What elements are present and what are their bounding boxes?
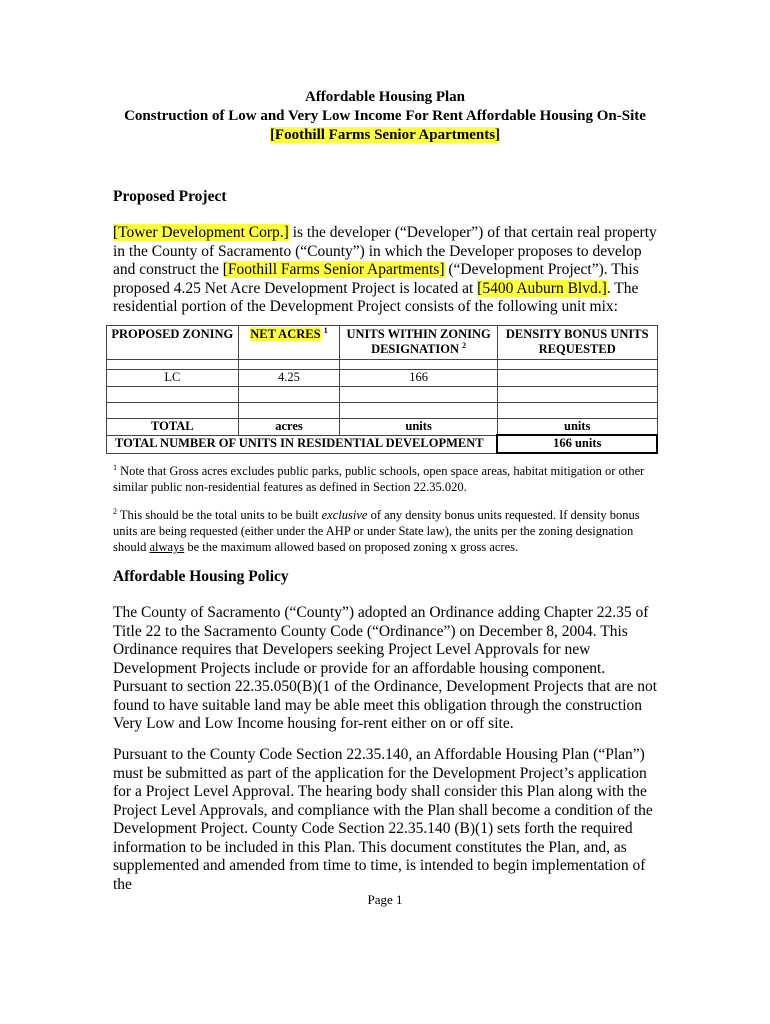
- table-row-empty: [107, 403, 658, 419]
- project-name-highlight: [Foothill Farms Senior Apartments]: [269, 127, 501, 143]
- footnote-1: [113, 463, 658, 495]
- header-units-label: UNITS WITHIN ZONING DESIGNATION: [346, 327, 491, 356]
- header-net-acres-label: NET ACRES: [250, 327, 321, 341]
- cell-net-acres: 4.25: [238, 370, 340, 387]
- proposed-project-heading: Proposed Project: [113, 188, 227, 205]
- footnote-ref-1: 1: [323, 325, 328, 335]
- header-proposed-zoning: PROPOSED ZONING: [107, 326, 239, 360]
- developer-name: [Tower Development Corp.]: [113, 224, 289, 241]
- header-density-bonus: DENSITY BONUS UNITS REQUESTED: [497, 326, 657, 360]
- project-name-inline: [Foothill Farms Senior Apartments]: [222, 261, 445, 278]
- project-address: [5400 Auburn Blvd.]: [477, 279, 607, 297]
- page-number: Page 1: [367, 892, 403, 907]
- proposed-text-1: is the developer (“Developer”) of that certain real property in the County of Sacramento (“County”) in which the Developer proposes to develop and construct the: [113, 224, 657, 278]
- total-label: TOTAL: [107, 419, 239, 436]
- footnote-2-text-c: be the maximum allowed based on proposed zoning x gross acres.: [184, 540, 519, 554]
- proposed-project-paragraph: [113, 224, 658, 317]
- header-net-acres: [238, 326, 340, 360]
- table-row-empty: [107, 387, 658, 403]
- grand-total-value: 166 units: [497, 435, 657, 453]
- footnote-2: [113, 507, 658, 555]
- policy-heading: Affordable Housing Policy: [113, 568, 289, 585]
- footnote-1-number: 1: [113, 462, 117, 472]
- grand-total-label: TOTAL NUMBER OF UNITS IN RESIDENTIAL DEVELOPMENT: [107, 435, 498, 453]
- table-total-row: [107, 419, 658, 436]
- policy-paragraph-2: Pursuant to the County Code Section 22.35.140, an Affordable Housing Plan (“Plan”) must be submitted as part of the application for the Development Project’s application for a Project Level Approval. The hearing body shall consider this Plan along with the Project Level Approvals, and compliance with the Plan shall become a condition of the Development Project. County Code Section 22.35.140 (B)(1) sets forth the required information to be included in this Plan. This document constitutes the Plan, and, as supplemented and amended from time to time, is intended to begin implementation of the: [113, 746, 653, 893]
- document-subtitle: Construction of Low and Very Low Income For Rent Affordable Housing On-Site: [124, 108, 646, 124]
- table-header-row: [107, 326, 658, 360]
- table-row: [107, 370, 658, 387]
- project-name: [0, 126, 770, 145]
- footnote-ref-2: 2: [462, 340, 467, 350]
- footnote-2-number: 2: [113, 506, 117, 516]
- header-units-within-zoning: [340, 326, 498, 360]
- document-title: Affordable Housing Plan: [304, 89, 466, 105]
- grand-total-row: [107, 435, 658, 453]
- footnote-2-text-a: This should be the total units to be built: [117, 508, 322, 522]
- footnote-2-underline: always: [149, 540, 185, 554]
- total-units: units: [340, 419, 498, 436]
- document-header: [0, 88, 770, 145]
- cell-units: 166: [340, 370, 498, 387]
- cell-zoning: LC: [107, 370, 239, 387]
- unit-mix-table: [106, 325, 658, 454]
- footnote-1-text: Note that Gross acres excludes public parks, public schools, open space areas, habitat mitigation or other similar public non-residential features as defined in Section 22.35.020.: [113, 464, 645, 494]
- proposed-text-3: . The residential portion of the Development Project consists of the following unit mix:: [113, 279, 639, 315]
- total-bonus-units: units: [497, 419, 657, 436]
- cell-density-bonus: [497, 370, 657, 387]
- policy-paragraph-1: The County of Sacramento (“County”) adopted an Ordinance adding Chapter 22.35 of Title 22 to the Sacramento County Code (“Ordinance”) on December 8, 2004. This Ordinance requires that Developers seeking Project Level Approvals for new Development Projects include or provide for an affordable housing component. Pursuant to section 22.35.050(B)(1 of the Ordinance, Development Projects that are not found to have suitable land may be able meet this obligation through the construction Very Low and Low Income housing for-rent either on or off site.: [113, 604, 658, 732]
- total-acres: acres: [238, 419, 340, 436]
- footnote-2-emphasis: exclusive: [321, 508, 368, 522]
- footnote-2-text-b: of any density bonus units requested. If density bonus units are being requested (either under the AHP or under State law), the units per the zoning designation should: [113, 508, 640, 554]
- proposed-text-2: (“Development Project”). This proposed 4.25 Net Acre Development Project is located at: [113, 261, 639, 297]
- table-spacer-row: [107, 360, 658, 370]
